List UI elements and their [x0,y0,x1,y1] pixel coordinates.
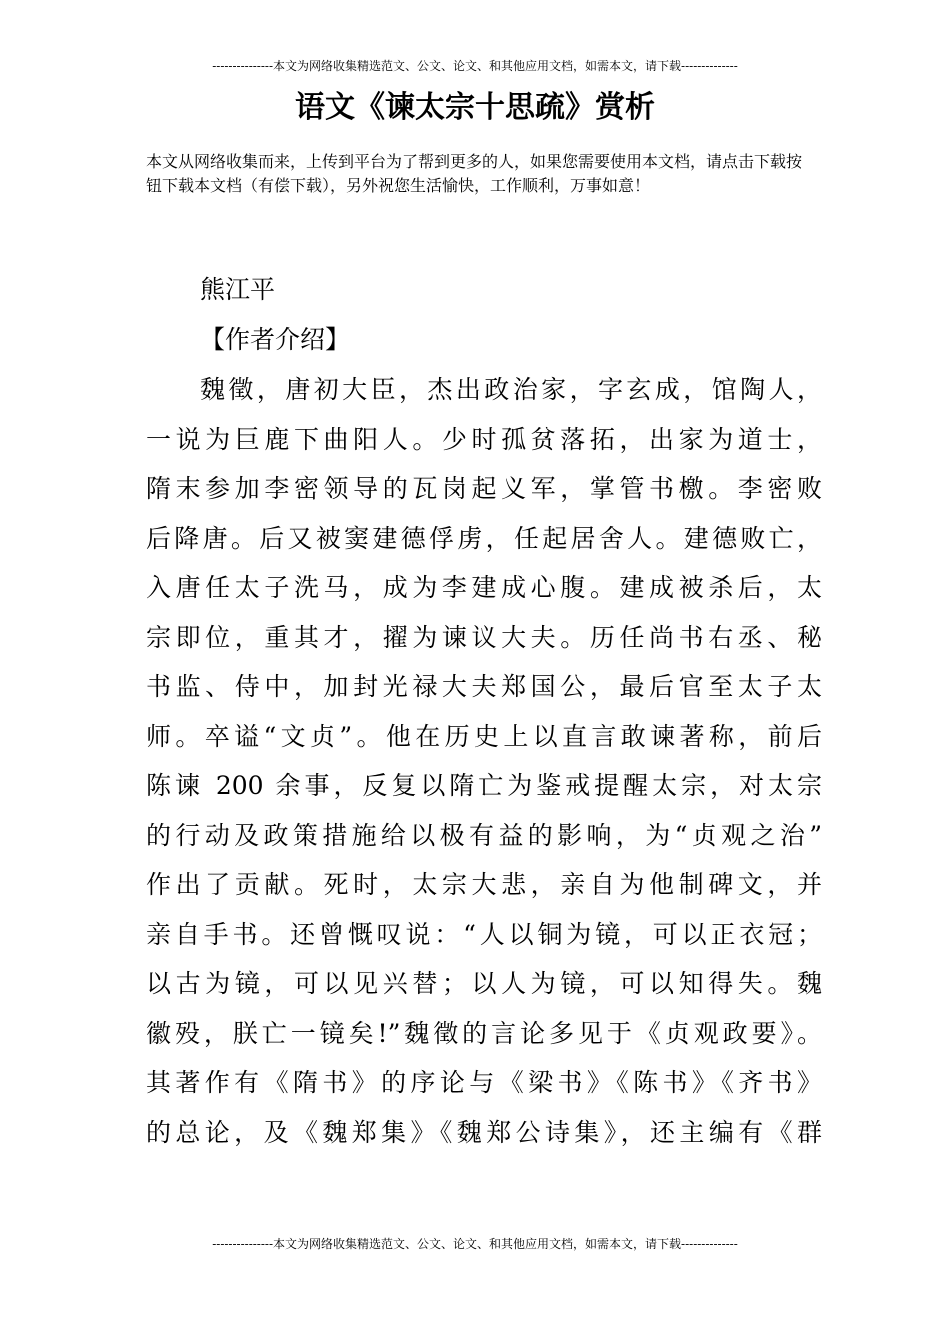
body-line: 陈谏 200 余事，反复以隋亡为鉴戒提醒太宗，对太宗 [146,771,822,800]
body-line: 宗即位，重其才，擢为谏议大夫。历任尚书右丞、秘 [146,622,822,652]
body-line: 一说为巨鹿下曲阳人。少时孤贫落拓，出家为道士， [146,424,822,454]
body-line: 书监、侍中，加封光禄大夫郑国公，最后官至太子太 [146,672,822,701]
body-line: 后降唐。后又被窦建德俘虏，任起居舍人。建德败亡， [146,523,822,553]
body-line: 作出了贡献。死时，太宗大悲，亲自为他制碑文，并 [146,870,822,899]
body-line: 的行动及政策措施给以极有益的影响，为“贞观之治” [146,820,822,850]
header-banner: ---------------本文为网络收集精选范文、公文、论文、和其他应用文档，如需本文，请下载-------------- [212,59,738,73]
footer-banner: ---------------本文为网络收集精选范文、公文、论文、和其他应用文档，如需本文，请下载-------------- [212,1237,738,1251]
body-line: 徽殁，朕亡一镜矣!”魏徵的言论多见于《贞观政要》。 [146,1018,822,1048]
document-title: 语文《谏太宗十思疏》赏析 [295,90,655,125]
body-line: 其著作有《隋书》的序论与《梁书》《陈书》《齐书》 [146,1068,822,1097]
body-line: 以古为镜，可以见兴替；以人为镜，可以知得失。魏 [146,969,822,998]
body-line: 亲自手书。还曾慨叹说：“人以铜为镜，可以正衣冠； [146,919,822,949]
body-line: 入唐任太子洗马，成为李建成心腹。建成被杀后，太 [146,573,822,602]
body-line: 隋末参加李密领导的瓦岗起义军，掌管书檄。李密败 [146,474,822,503]
body-line: 师。卒谥“文贞”。他在历史上以直言敢谏著称，前后 [146,721,822,751]
intro-paragraph: 本文从网络收集而来，上传到平台为了帮到更多的人，如果您需要使用本文档，请点击下载按钮下载本文档（有偿下载），另外祝您生活愉快，工作顺利，万事如意！ [146,152,803,195]
author-name: 熊江平 [200,275,276,304]
body-line: 魏徵，唐初大臣，杰出政治家，字玄成，馆陶人， [200,375,822,404]
section-heading: 【作者介绍】 [200,325,351,354]
body-paragraph [146,370,822,1162]
body-line: 的总论，及《魏郑集》《魏郑公诗集》，还主编有《群 [146,1117,822,1147]
